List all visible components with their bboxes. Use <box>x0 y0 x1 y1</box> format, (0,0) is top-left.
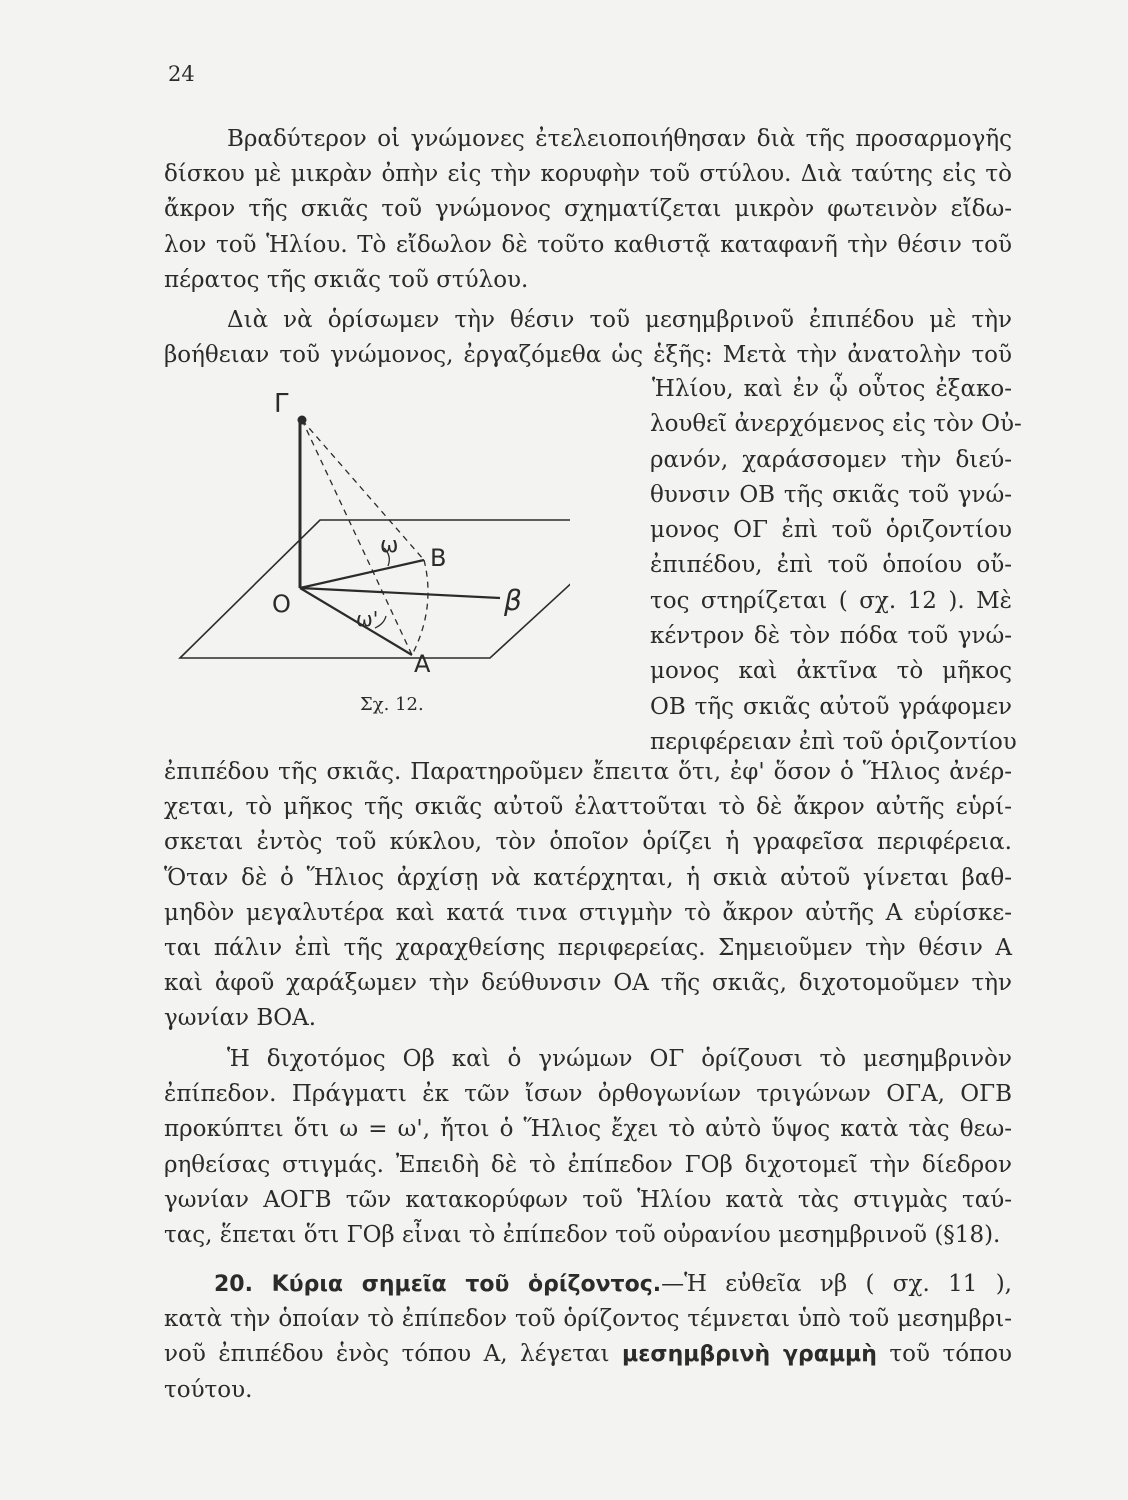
page-number: 24 <box>168 62 195 86</box>
text-line: ρηθείσας στιγμάς. Ἐπειδὴ δὲ τὸ ἐπίπεδον ΓΟβ διχοτομεῖ τὴν δίεδρον <box>164 1151 1012 1178</box>
section-heading-line <box>164 1267 1012 1302</box>
section-title: 20. Κύρια σημεῖα τοῦ ὁρίζοντος. <box>214 1272 662 1297</box>
text-line: χεται, τὸ μῆκος τῆς σκιᾶς αὐτοῦ ἐλαττοῦται τὸ δὲ ἄκρον αὐτῆς εὑρί- <box>164 794 1012 821</box>
text-line: βοήθειαν τοῦ γνώμονος, ἐργαζόμεθα ὡς ἑξῆς: Μετὰ τὴν ἀνατολὴν τοῦ <box>164 342 1012 369</box>
section-bold-term: μεσημβρινὴ γραμμὴ <box>622 1342 877 1368</box>
paragraph-2-rest <box>164 755 1012 1037</box>
text-line: Ἡλίου, καὶ ἐν ᾧ οὗτος ἐξακο- <box>652 376 1012 402</box>
text-line: κέντρον δὲ τὸν πόδα τοῦ γνώ- <box>650 623 1012 650</box>
text-line: λον τοῦ Ἡλίου. Τὸ εἴδωλον δὲ τοῦτο καθιστᾷ καταφανῆ τὴν θέσιν τοῦ <box>164 231 1012 258</box>
paragraph-2-wrap <box>650 372 1022 760</box>
text-line: μονος καὶ ἀκτῖνα τὸ μῆκος <box>650 658 1012 685</box>
paragraph-1 <box>164 122 1012 298</box>
text-line: σκεται ἐντὸς τοῦ κύκλου, τὸν ὁποῖον ὁρίζει ἡ γραφεῖσα περιφέρεια. <box>164 829 1012 856</box>
section-line3-end: τοῦ τόπου <box>876 1341 1012 1368</box>
text-line: ρανόν, χαράσσομεν τὴν διεύ- <box>650 446 1012 473</box>
text-line: περιφέρειαν ἐπὶ τοῦ ὁριζοντίου <box>650 728 1017 755</box>
text-line: ται πάλιν ἐπὶ τῆς χαραχθείσης περιφερείας. Σημειοῦμεν τὴν θέσιν Α <box>164 935 1012 962</box>
text-line: ἄκρον τῆς σκιᾶς τοῦ γνώμονος σχηματίζεται μικρὸν φωτεινὸν εἴδω- <box>164 196 1012 223</box>
label-a: Α <box>414 650 431 678</box>
gamma-point <box>299 417 306 424</box>
figure-caption: Σχ. 12. <box>360 694 424 715</box>
text-line: πέρατος τῆς σκιᾶς τοῦ στύλου. <box>164 266 529 293</box>
text-line: γωνίαν ΒΟΑ. <box>164 1005 317 1032</box>
text-line: Διὰ νὰ ὁρίσωμεν τὴν θέσιν τοῦ μεσημβρινοῦ ἐπιπέδου μὲ τὴν <box>227 307 1012 333</box>
dashed-arc <box>412 560 428 655</box>
text-line: μονος ΟΓ ἐπὶ τοῦ ὁριζοντίου <box>650 517 1012 544</box>
section-20 <box>164 1267 1012 1408</box>
text-line: μηδὸν μεγαλυτέρα καὶ κατά τινα στιγμὴν τὸ ἄκρον αὐτῆς Α εὑρίσκε- <box>164 899 1012 926</box>
text-line: κατὰ τὴν ὁποίαν τὸ ἐπίπεδον τοῦ ὁρίζοντος τέμνεται ὑπὸ τοῦ μεσημβρι- <box>164 1306 1012 1333</box>
text-line: ἐπίπεδον. Πράγματι ἐκ τῶν ἴσων ὀρθογωνίων τριγώνων ΟΓΑ, ΟΓΒ <box>164 1081 1012 1108</box>
text-line: καὶ ἀφοῦ χαράξωμεν τὴν δεύθυνσιν ΟΑ τῆς σκιᾶς, διχοτομοῦμεν τὴν <box>164 970 1012 997</box>
text-line: τος στηρίζεται ( σχ. 12 ). Μὲ <box>650 587 1012 614</box>
text-line: τας, ἕπεται ὅτι ΓΟβ εἶναι τὸ ἐπίπεδον τοῦ οὐρανίου μεσημβρινοῦ (§18). <box>164 1222 1001 1249</box>
text-line: Ὅταν δὲ ὁ Ἥλιος ἀρχίσῃ νὰ κατέρχηται, ἡ σκιὰ αὐτοῦ γίνεται βαθ- <box>164 864 1012 891</box>
paragraph-3 <box>164 1042 1012 1253</box>
section-line3-start: νοῦ ἐπιπέδου ἑνὸς τόπου Α, λέγεται <box>164 1341 622 1368</box>
text-line: ΟΒ τῆς σκιᾶς αὐτοῦ γράφομεν <box>650 693 1012 720</box>
text-line: τούτου. <box>164 1376 253 1403</box>
text-line: ἐπιπέδου τῆς σκιᾶς. Παρατηροῦμεν ἔπειτα ὅτι, ἐφ' ὅσον ὁ Ἥλιος ἀνέρ- <box>164 759 1012 785</box>
label-b-upper: Β <box>430 544 447 572</box>
label-b-lower: β <box>504 584 522 617</box>
label-omega-prime: ω' <box>356 607 379 631</box>
text-line: θυνσιν ΟΒ τῆς σκιᾶς τοῦ γνώ- <box>650 481 1012 508</box>
text-line: δίσκου μὲ μικρὰν ὀπὴν εἰς τὴν κορυφὴν τοῦ στύλου. Διὰ ταύτης εἰς τὸ <box>164 161 1012 188</box>
figure-12-diagram <box>170 380 570 720</box>
text-line: Βραδύτερον οἱ γνώμονες ἐτελειοποιήθησαν διὰ τῆς προσαρμογῆς <box>227 126 1012 152</box>
paragraph-2-start <box>164 303 1012 373</box>
section-line1-rest: —Ἡ εὐθεῖα νβ ( σχ. 11 ), <box>661 1271 1012 1297</box>
bisector-obeta <box>300 588 500 598</box>
label-gamma: Γ <box>274 389 289 419</box>
label-omega: ω <box>380 533 399 558</box>
shadow-ob <box>300 560 424 588</box>
text-line <box>164 1337 1012 1372</box>
label-o: Ο <box>272 590 291 618</box>
dashed-gamma-b <box>302 420 424 560</box>
text-line: ἐπιπέδου, ἐπὶ τοῦ ὁποίου οὔ- <box>650 552 1012 579</box>
text-line: Ἡ διχοτόμος Οβ καὶ ὁ γνώμων ΟΓ ὁρίζουσι τὸ μεσημβρινὸν <box>227 1046 1012 1072</box>
text-line: προκύπτει ὅτι ω = ω', ἤτοι ὁ Ἥλιος ἔχει τὸ αὐτὸ ὕψος κατὰ τὰς θεω- <box>164 1116 1012 1143</box>
text-line: λουθεῖ ἀνερχόμενος εἰς τὸν Οὐ- <box>650 411 1022 438</box>
text-line: γωνίαν ΑΟΓΒ τῶν κατακορύφων τοῦ Ἡλίου κατὰ τὰς στιγμὰς ταύ- <box>164 1186 1012 1213</box>
